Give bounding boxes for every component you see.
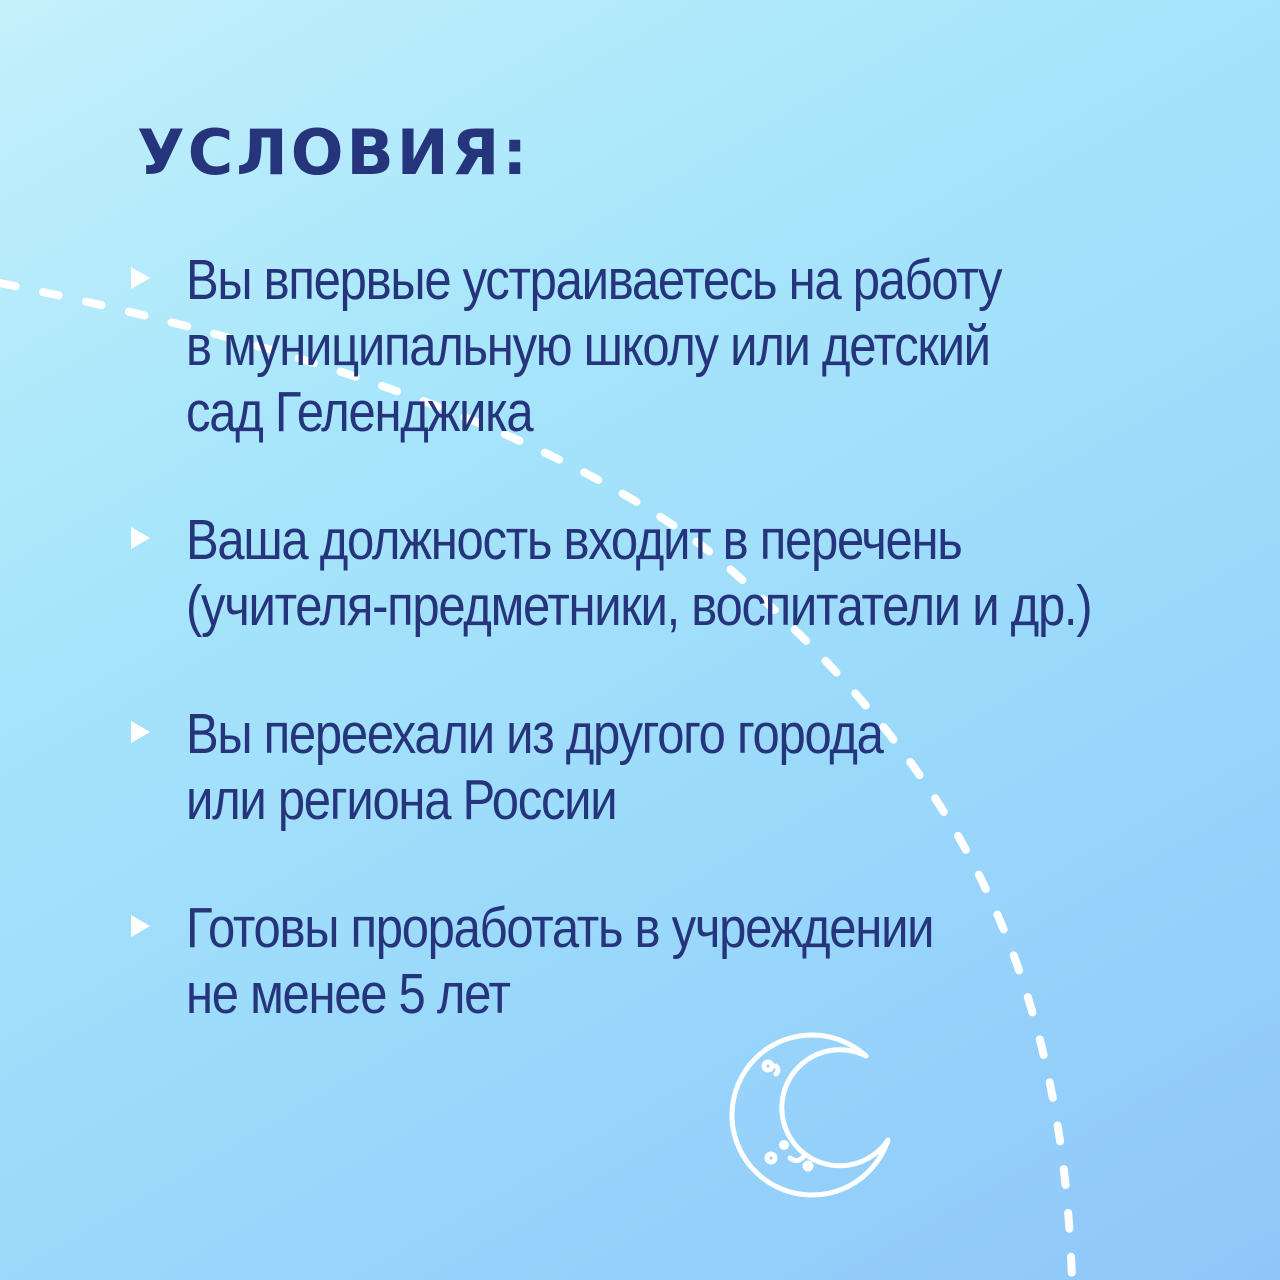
condition-item — [131, 247, 1241, 445]
condition-item — [131, 507, 1241, 639]
triangle-bullet-icon — [131, 721, 150, 743]
page-title: УСЛОВИЯ: — [137, 116, 531, 189]
condition-item — [131, 701, 1241, 833]
condition-text: Ваша должность входит в перечень (учителя-предметники, воспитатели и др.) — [186, 508, 1092, 638]
condition-text: Вы впервые устраиваетесь на работу в муниципальную школу или детский сад Геленджика — [186, 248, 1002, 444]
conditions-list — [131, 247, 1241, 1089]
triangle-bullet-icon — [131, 267, 150, 289]
triangle-bullet-icon — [131, 915, 150, 937]
condition-text: Вы переехали из другого города или региона России — [186, 702, 883, 832]
condition-item — [131, 895, 1241, 1027]
condition-text: Готовы проработать в учреждении не менее 5 лет — [186, 896, 934, 1026]
triangle-bullet-icon — [131, 527, 150, 549]
